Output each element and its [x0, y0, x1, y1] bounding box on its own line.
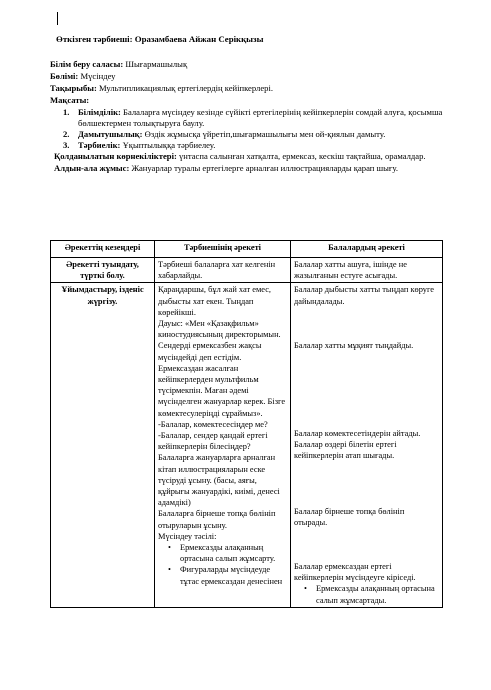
aim-text: Өздік жұмысқа үйретіп,шығармашылығы мен ой-қиялын дамыту.	[144, 129, 386, 139]
children-paragraph: Балалар ермексаздан ертегі кейіпкерлерін мүсіндеуге кіріседі.	[294, 562, 416, 583]
list-item: • Ермексазды алақанның ортасына салып жұмсарту.	[180, 542, 287, 564]
stage-cell: Ұйымдастыру, ізденіс жүргізу.	[51, 283, 155, 607]
aim-text: Ұқыптылыққа тәрбиелеу.	[122, 140, 216, 150]
visual-aids-label: Қолданылатын көрнекіліктері:	[54, 151, 177, 161]
table-row	[51, 258, 443, 283]
teacher-paragraph: Мүсіндеу тәсілі:	[158, 531, 217, 541]
lesson-table	[50, 240, 443, 608]
teacher-paragraph: Балаларға жануарларға арналған кітап иллюстрацияларын еске түсіруді ұсыну. (басы, аяғы, құйрығы жануардікі, киімі, денесі адамдікі)	[158, 453, 280, 508]
section-value: Мүсіндеу	[80, 71, 116, 81]
aims-label: Мақсаты:	[50, 95, 90, 105]
prep-work-label: Алдын-ала жұмыс:	[54, 163, 130, 173]
children-paragraph: Балалар өздері білетін ертегі кейіпкерлерін атап шығады.	[294, 440, 397, 461]
stage-cell: Әрекетті туындату, түрткі болу.	[51, 258, 155, 283]
teacher-paragraph: Балаларға бірнеше топқа бөлініп отыруларын ұсыну.	[158, 509, 276, 530]
header-teacher: Тәрбиешінің әрекеті	[155, 241, 291, 258]
header-children: Балалардың әрекеті	[291, 241, 443, 258]
teacher-paragraph: -Балалар, көмектесесіңдер ме?	[158, 419, 268, 429]
teacher-paragraph: -Балалар, сендер қандай ертегі кейіпкерлерін білесіңдер?	[158, 431, 268, 452]
field-value: Шығармашылық	[125, 59, 188, 69]
prep-work-value: Жануарлар туралы ертегілерге арналған иллюстрацияларды қарап шығу.	[131, 163, 399, 173]
aim-label: Дамытушылық:	[78, 129, 143, 139]
children-cell: Балалар хатты ашуға, ішінде не жазылғанын естуге асығады.	[291, 258, 443, 283]
table-header-row	[51, 241, 443, 258]
aim-number: 2.	[63, 129, 70, 139]
children-cell	[291, 283, 443, 607]
aim-number: 3.	[63, 140, 70, 150]
teacher-paragraph: Қараңдаршы, бұл жай хат емес, дыбысты хат екен. Тыңдап көрейікші.	[158, 285, 272, 317]
topic-value: Мультипликациялық ертегілердің кейіпкерлері.	[99, 83, 273, 93]
teacher-label: Өткізген тәрбиеші:	[56, 34, 133, 44]
children-paragraph: Балалар көмектесетіндерін айтады.	[294, 429, 421, 439]
aim-text: Балаларға мүсіндеу кезінде сүйікті ертегілерінің кейіпкерлерін сомдай алуға, қосымша бөлшектермен толықтыруға баулу.	[78, 107, 443, 128]
teacher-bullet-list	[158, 542, 287, 587]
topic-label: Тақырыбы:	[50, 83, 97, 93]
field-label: Білім беру саласы:	[50, 59, 124, 69]
children-paragraph: Балалар дыбысты хатты тыңдап көруге дайындалады.	[294, 285, 435, 306]
aim-label: Білімділік:	[78, 107, 121, 117]
visual-aids-value: үнтаспа салынған хатқалта, ермексаз, кескіш тақтайша, орамалдар.	[178, 151, 426, 161]
children-paragraph: Балалар хатты мұқият тыңдайды.	[294, 340, 414, 350]
teacher-cell: Тәрбиеші балаларға хат келгенін хабарлайды.	[155, 258, 291, 283]
header-stages: Әрекеттің кезеңдері	[51, 241, 155, 258]
list-item: • Фигураларды мүсіндеуде тұтас ермексаздан денесінен	[180, 564, 287, 586]
teacher-paragraph: Дауыс: «Мен «Қазақфильм» киностудиясының директорымын. Сендерді ермексазбен жақсы мүсіндейді деп естідім. Ермексаздан жасалған кейіпкерлерден мультфильм түсірмекпін. Маған әдемі мүсінделген жануарлар керек. Бізге көмектесулеріңді сұраймыз».	[158, 319, 286, 418]
teacher-cell	[155, 283, 291, 607]
list-item: • Ермексазды алақанның ортасына салып жұмсартады.	[316, 583, 439, 605]
children-paragraph: Балалар бірнеше топқа бөлініп отырады.	[294, 506, 405, 527]
teacher-name: Оразамбаева Айжан Серікқызы	[134, 34, 264, 44]
children-bullet-list	[294, 583, 439, 605]
aim-number: 1.	[63, 107, 70, 117]
aim-label: Тәрбиелік:	[78, 140, 121, 150]
table-row	[51, 283, 443, 607]
section-label: Бөлімі:	[50, 71, 79, 81]
